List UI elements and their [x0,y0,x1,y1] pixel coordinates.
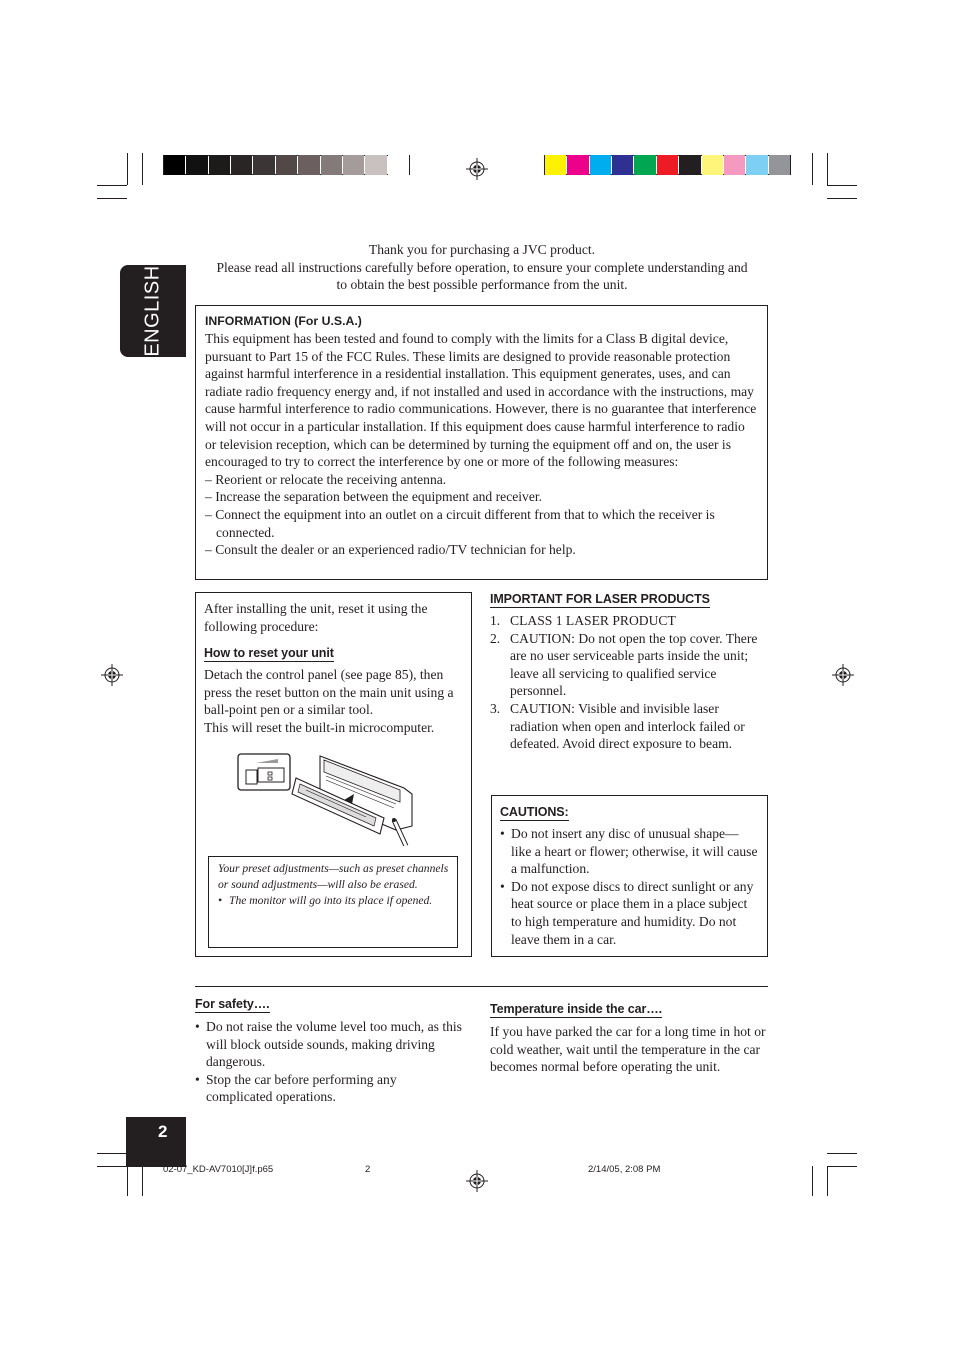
reset-intro: After installing the unit, reset it using the following procedure: [204,601,428,634]
footer-date: 2/14/05, 2:08 PM [588,1164,661,1175]
calibration-swatch [343,155,364,175]
language-tab-label: ENGLISH [141,265,164,357]
calibration-swatch [298,155,319,175]
reset-note: Your preset adjustments—such as preset channels or sound adjustments—will also be erased. [218,862,449,891]
calibration-swatch [545,155,566,175]
registration-mark-icon [466,158,488,180]
reset-illustration [236,746,418,846]
calibration-swatch [276,155,297,175]
fcc-body: This equipment has been tested and found to comply with the limits for a Class B digital device, pursuant to Part 15 of the FCC Rules. These limits are designed to provide reasonable protection against harmful interference in a residential installation. This equipment generates, uses, and can radiate radio frequency energy and, if not installed and used in accordance with the instructions, may cause harmful interference to radio communications. However, there is no guarantee that interference will not occur in a particular installation. If this equipment does cause harmful interference to radio or television reception, which can be determined by turning the equipment off and on, the user is encouraged to try to correct the interference by one or more of the following measures: [205,331,757,470]
fcc-measure: – Connect the equipment into an outlet on a circuit different from that to which the receiver is connected. [205,506,715,540]
calibration-swatch [388,155,409,175]
fcc-measure: – Increase the separation between the equipment and receiver. [205,489,543,505]
laser-list [490,612,765,753]
calibration-swatch [702,155,723,175]
reset-body-2: This will reset the built-in microcomputer. [204,719,435,735]
temperature-body: If you have parked the car for a long time in hot or cold weather, wait until the temperature in the car becomes normal before operating the unit. [490,1024,766,1075]
fcc-measure: – Reorient or relocate the receiving antenna. [205,471,447,487]
language-tab [120,265,186,357]
cautions-heading: CAUTIONS: [500,805,569,819]
fcc-information-box [195,305,768,580]
calibration-swatch [612,155,633,175]
laser-section [490,590,765,753]
intro-line-3: to obtain the best possible performance from the unit. [336,277,628,293]
section-divider [195,986,768,987]
intro-line-1: Thank you for purchasing a JVC product. [368,242,596,257]
reset-note-bullet: • The monitor will go into its place if opened. [218,893,449,909]
intro [196,241,768,294]
calibration-swatch [567,155,588,175]
laser-item: 1. CLASS 1 LASER PRODUCT [490,613,676,628]
calibration-swatch [657,155,678,175]
calibration-swatch [724,155,745,175]
safety-section [195,995,463,1106]
reset-note-box [208,856,458,948]
laser-heading: IMPORTANT FOR LASER PRODUCTS [490,592,710,606]
page-number: 2 [158,1122,168,1141]
registration-mark-icon [466,1170,488,1192]
reset-body: Detach the control panel (see page 85), then press the reset button on the main unit using a ball-point pen or a similar tool. [204,667,454,718]
calibration-swatch [365,155,386,175]
calibration-swatch [679,155,700,175]
temperature-heading: Temperature inside the car…. [490,1002,663,1016]
calibration-swatch [253,155,274,175]
reset-content [204,600,466,737]
safety-list [195,1018,463,1106]
safety-heading: For safety…. [195,997,270,1011]
calibration-swatch [746,155,767,175]
caution-item: • Do not expose discs to direct sunlight or any heat source or place them in a place subject to high temperature and humidity. Do not leave them in a car. [500,878,759,948]
footer-page: 2 [365,1164,371,1175]
fcc-measures [205,471,758,559]
calibration-swatch [186,155,207,175]
calibration-swatch [231,155,252,175]
laser-item: 3. CAUTION: Visible and invisible laser radiation when open and interlock failed or defeated. Avoid direct exposure to beam. [490,700,745,752]
safety-item: • Stop the car before performing any complicated operations. [195,1071,463,1106]
calibration-swatch [164,155,185,175]
calibration-swatch [209,155,230,175]
reset-note-list [218,893,449,909]
caution-item: • Do not insert any disc of unusual shape—like a heart or flower; otherwise, it will cause a malfunction. [500,825,759,878]
calibration-swatch [634,155,655,175]
calibration-swatch [321,155,342,175]
cautions-box [491,795,768,957]
safety-item: • Do not raise the volume level too much, as this will block outside sounds, making driving dangerous. [195,1018,463,1071]
registration-mark-icon [832,664,854,686]
calibration-swatch [769,155,790,175]
temperature-section [490,1000,768,1076]
registration-mark-icon [101,664,123,686]
cautions-list [500,825,759,948]
fcc-title: INFORMATION (For U.S.A.) [205,314,362,328]
fcc-measure: – Consult the dealer or an experienced radio/TV technician for help. [205,542,576,558]
calibration-swatch [590,155,611,175]
laser-item: 2. CAUTION: Do not open the top cover. There are no user serviceable parts inside the unit; leave all servicing to qualified service personnel. [490,630,758,699]
reset-heading: How to reset your unit [204,646,334,661]
footer-file: 02-07_KD-AV7010[J]f.p65 [163,1164,274,1175]
intro-line-2: Please read all instructions carefully before operation, to ensure your complete understanding and [216,259,748,275]
page-number-tab [126,1117,186,1167]
